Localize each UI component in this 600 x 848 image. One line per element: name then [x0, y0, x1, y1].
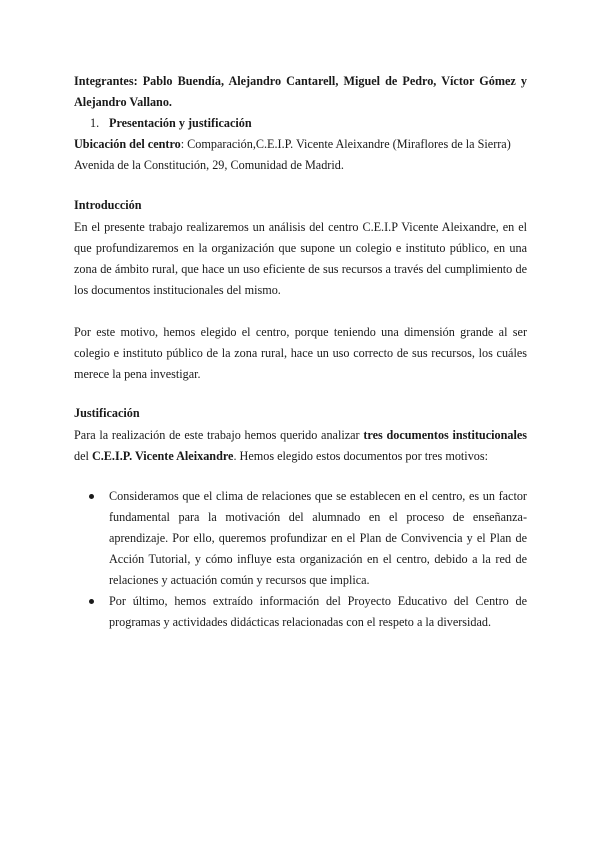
location-value: : Comparación,C.E.I.P. Vicente Aleixandre (Miraflores de la Sierra) — [180, 137, 511, 151]
intro-paragraph-2: Por este motivo, hemos elegido el centro, porque teniendo una dimensión grande al ser colegio e instituto público de la zona rural, hace un uso correcto de sus recursos, los cuáles merece la pena investigar. — [74, 325, 527, 381]
list-item — [74, 591, 527, 633]
justification-paragraph — [74, 425, 527, 467]
justification-text-mid: del — [74, 449, 92, 463]
justification-bold-documents: tres documentos institucionales — [363, 428, 527, 442]
section-heading — [74, 113, 527, 134]
location-label: Ubicación del centro — [74, 137, 181, 151]
justification-list — [74, 486, 527, 633]
intro-heading — [74, 195, 527, 216]
justification-bold-school: C.E.I.P. Vicente Aleixandre — [91, 449, 234, 463]
members-names: Pablo Buendía, Alejandro Cantarell, Miguel de Pedro, Víctor Gómez y Alejandro Vallano. — [74, 74, 527, 109]
intro-heading-text: Introducción — [74, 198, 142, 212]
location-line — [74, 134, 527, 155]
intro-paragraph-1: En el presente trabajo realizaremos un análisis del centro C.E.I.P Vicente Aleixandre, en el que profundizaremos en la organización que supone un colegio e instituto público, en una zona de ámbito rural, que hace un uso eficiente de sus recursos a través del cumplimiento de los documentos institucionales del mismo. — [74, 220, 527, 297]
justification-heading — [74, 403, 527, 424]
bullet-icon — [89, 494, 94, 499]
section-number: 1. — [90, 116, 100, 130]
justification-text-post: . Hemos elegido estos documentos por tres motivos: — [233, 449, 489, 463]
list-item-text: Consideramos que el clima de relaciones que se establecen en el centro, es un factor fundamental para la motivación del alumnado en el proceso de enseñanza-aprendizaje. Por ello, queremos profundizar en el Plan de Convivencia y el Plan de Acción Tutorial, y cómo influye esta organización en el centro, debido a la red de relaciones y actuación común y recursos que implica. — [109, 489, 527, 587]
list-item-text: Por último, hemos extraído información del Proyecto Educativo del Centro de programas y actividades didácticas relacionadas con el respeto a la diversidad. — [109, 594, 527, 629]
address-line: Avenida de la Constitución, 29, Comunidad de Madrid. — [74, 158, 344, 172]
justification-heading-text: Justificación — [74, 406, 140, 420]
members-paragraph — [74, 71, 527, 113]
bullet-icon — [89, 599, 94, 604]
justification-text-pre: Para la realización de este trabajo hemos querido analizar — [74, 428, 364, 442]
members-label: Integrantes: — [74, 74, 138, 88]
list-item — [74, 486, 527, 591]
section-title: Presentación y justificación — [109, 116, 252, 130]
